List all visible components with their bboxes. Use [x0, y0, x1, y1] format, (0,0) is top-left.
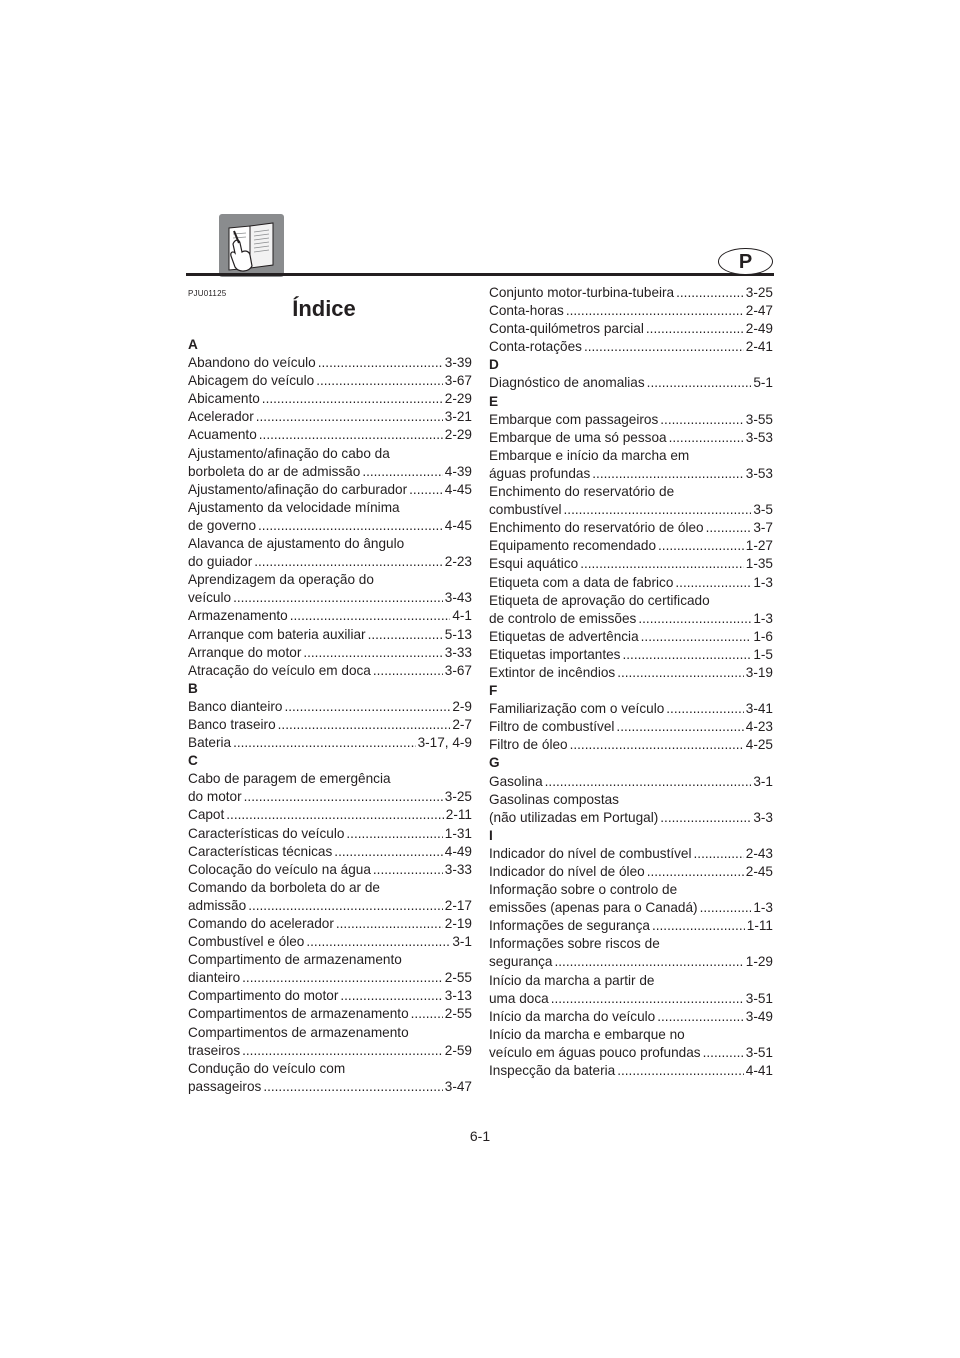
index-entry-text: Banco dianteiro: [188, 698, 283, 714]
index-entry-page: 3-53: [745, 465, 773, 481]
index-entry-text: Início da marcha e embarque no: [489, 1026, 685, 1042]
dot-leader: [254, 553, 443, 571]
dot-leader: [675, 574, 751, 592]
dot-leader: [242, 969, 443, 987]
index-entry-page: 3-17, 4-9: [417, 735, 472, 751]
index-entry-text: Conjunto motor-turbina-tubeira: [489, 285, 675, 300]
index-letter: E: [489, 393, 499, 409]
index-entry: [489, 338, 773, 356]
index-entry: [489, 863, 773, 881]
index-entry: [188, 770, 472, 806]
dot-leader: [638, 610, 751, 628]
index-entry-page: 3-67: [444, 373, 472, 389]
index-entry-page: 4-49: [444, 843, 472, 859]
index-entry: [489, 845, 773, 863]
index-entry-text: do guiador: [188, 554, 253, 570]
dot-leader: [306, 933, 450, 951]
index-entry-page: 3-51: [745, 990, 773, 1006]
index-entry-text: Atracação do veículo em doca: [188, 662, 371, 678]
index-entry-text: dianteiro: [188, 970, 241, 986]
dot-leader: [362, 463, 442, 481]
index-entry-text: Compartimentos de armazenamento: [188, 1006, 409, 1022]
index-letter: I: [489, 827, 493, 843]
index-entry-text: Conta-horas: [489, 303, 564, 319]
dot-leader: [652, 917, 745, 935]
index-entry: [188, 861, 472, 879]
dot-leader: [617, 664, 744, 682]
dot-leader: [580, 555, 744, 573]
index-entry-page: 3-67: [444, 662, 472, 678]
index-entry-text: passageiros: [188, 1078, 262, 1094]
index-entry-page: 1-35: [745, 556, 773, 572]
dot-leader: [242, 1042, 443, 1060]
dot-leader: [666, 700, 744, 718]
index-entry-page: 2-29: [444, 427, 472, 443]
index-entry: [188, 390, 472, 408]
index-entry-page: 2-29: [444, 391, 472, 407]
index-entry-page: 1-3: [753, 900, 773, 916]
index-entry-page: 1-3: [753, 574, 773, 590]
index-entry-text: Arranque com bateria auxiliar: [188, 626, 366, 642]
index-entry-text: Etiqueta de aprovação do certificado: [489, 592, 710, 608]
index-entry: [489, 773, 773, 791]
index-entry-page: 2-17: [444, 897, 472, 913]
dot-leader: [290, 607, 451, 625]
dot-leader: [669, 429, 744, 447]
index-entry-page: 5-13: [444, 626, 472, 642]
index-entry-page: 2-55: [444, 970, 472, 986]
dot-leader: [658, 537, 744, 555]
dot-leader: [411, 1005, 443, 1023]
index-entry: [489, 972, 773, 1008]
index-entry: [188, 481, 472, 499]
index-entry-text: Embarque e início da marcha em: [489, 447, 690, 463]
index-entry: [188, 1005, 472, 1023]
dot-leader: [657, 1008, 744, 1026]
index-entry-text: Ajustamento da velocidade mínima: [188, 499, 400, 515]
index-entry-text: Condução do veículo com: [188, 1060, 346, 1076]
index-letter: F: [489, 683, 498, 699]
index-letter: D: [489, 357, 499, 373]
dot-leader: [641, 628, 752, 646]
index-entry-page: 1-3: [753, 610, 773, 626]
index-entry: [188, 626, 472, 644]
index-entry-text: Cabo de paragem de emergência: [188, 771, 391, 787]
index-entry-text: Combustível e óleo: [188, 934, 305, 950]
dot-leader: [700, 899, 752, 917]
index-entry: [489, 429, 773, 447]
index-entry: [188, 987, 472, 1005]
index-entry: [188, 354, 472, 372]
index-entry-page: 3-51: [745, 1044, 773, 1060]
dot-leader: [259, 426, 443, 444]
dot-leader: [316, 372, 443, 390]
index-letter: B: [188, 680, 198, 696]
index-entry-page: 4-25: [745, 737, 773, 753]
index-entry-text: Indicador do nível de combustível: [489, 845, 692, 861]
index-entry-text: Banco traseiro: [188, 716, 276, 732]
index-entry-page: 4-23: [745, 719, 773, 735]
index-entry-text: Compartimentos de armazenamento: [188, 1024, 409, 1040]
dot-leader: [617, 1062, 744, 1080]
index-entry-text: Equipamento recomendado: [489, 538, 657, 554]
index-entry-text: Início da marcha a partir de: [489, 972, 655, 988]
dot-leader: [592, 465, 744, 483]
index-entry: [489, 664, 773, 682]
index-entry: [489, 718, 773, 736]
index-entry-page: 3-43: [444, 590, 472, 606]
index-entry-page: 3-5: [753, 502, 773, 518]
index-entry-page: 4-39: [444, 463, 472, 479]
index-entry-page: 2-47: [745, 303, 773, 319]
index-entry: [188, 716, 472, 734]
index-entry-text: Informações sobre riscos de: [489, 936, 660, 952]
dot-leader: [647, 863, 744, 881]
dot-leader: [409, 481, 443, 499]
dot-leader: [564, 501, 752, 519]
index-entry-text: Informações de segurança: [489, 918, 650, 934]
index-entry-text: veículo: [188, 590, 232, 606]
dot-leader: [258, 517, 443, 535]
index-entry-page: 2-45: [745, 864, 773, 879]
index-entry-text: borboleta do ar de admissão: [188, 463, 361, 479]
index-entry-text: Início da marcha do veículo: [489, 1008, 656, 1024]
index-entry-text: Alavanca de ajustamento do ângulo: [188, 536, 405, 552]
dot-leader: [340, 987, 442, 1005]
dot-leader: [660, 809, 751, 827]
index-entry-page: 3-1: [753, 773, 773, 789]
index-column-left: [188, 336, 472, 1096]
index-entry-page: 2-19: [444, 916, 472, 931]
dot-leader: [263, 1078, 442, 1096]
index-entry-page: 2-7: [452, 716, 472, 732]
dot-leader: [676, 284, 744, 302]
dot-leader: [284, 698, 450, 716]
header-rule: [186, 273, 774, 276]
index-entry: [188, 806, 472, 824]
index-entry-page: 3-25: [745, 285, 773, 300]
index-entry-text: Colocação do veículo na água: [188, 861, 371, 877]
index-entry-text: Ajustamento/afinação do carburador: [188, 481, 408, 497]
index-entry-text: Etiqueta com a data de fabrico: [489, 574, 674, 590]
index-entry-text: Arranque do motor: [188, 644, 302, 660]
index-entry-page: 3-47: [444, 1078, 472, 1094]
index-entry-page: 4-45: [444, 481, 472, 497]
index-entry-text: Etiquetas importantes: [489, 646, 621, 662]
index-entry-page: 4-45: [444, 517, 472, 533]
dot-leader: [622, 646, 751, 664]
index-entry-page: 3-25: [444, 789, 472, 805]
dot-leader: [226, 806, 444, 824]
index-entry-text: segurança: [489, 954, 553, 970]
dot-leader: [368, 626, 443, 644]
index-entry-text: Indicador do nível de óleo: [489, 864, 645, 879]
index-entry-text: Acelerador: [188, 409, 254, 425]
index-entry-page: 5-1: [753, 375, 773, 391]
page-number: 6-1: [469, 1128, 491, 1144]
index-entry-text: Embarque com passageiros: [489, 411, 659, 427]
index-entry-page: 3-33: [444, 644, 472, 660]
dot-leader: [256, 408, 443, 426]
index-entry: [489, 574, 773, 592]
index-entry: [489, 483, 773, 519]
index-entry-page: 3-53: [745, 429, 773, 445]
index-entry: [188, 1024, 472, 1060]
index-entry-text: Esqui aquático: [489, 556, 579, 572]
index-entry-page: 2-11: [445, 807, 472, 823]
manual-reading-icon: [219, 214, 284, 277]
index-entry: [188, 698, 472, 716]
index-entry-text: Extintor de incêndios: [489, 664, 616, 680]
index-entry-page: 3-49: [745, 1008, 773, 1024]
index-entry: [188, 426, 472, 444]
index-column-right: [489, 284, 773, 1080]
index-entry: [489, 917, 773, 935]
index-entry-text: Abicagem do veículo: [188, 373, 315, 389]
dot-leader: [334, 843, 442, 861]
index-entry: [188, 408, 472, 426]
index-entry: [188, 499, 472, 535]
dot-leader: [303, 644, 442, 662]
index-entry: [489, 537, 773, 555]
index-entry-page: 3-33: [444, 861, 472, 877]
index-entry-text: Filtro de combustível: [489, 719, 615, 735]
index-entry-page: 4-1: [452, 608, 472, 624]
index-entry: [188, 879, 472, 915]
index-entry-page: 2-59: [444, 1042, 472, 1058]
index-letter: C: [188, 753, 198, 769]
language-badge: P: [718, 248, 773, 275]
index-entry: [489, 628, 773, 646]
index-entry: [489, 555, 773, 573]
index-entry-text: Embarque de uma só pessoa: [489, 429, 667, 445]
index-entry-page: 3-41: [745, 701, 773, 717]
index-entry: [188, 1060, 472, 1096]
dot-leader: [660, 411, 744, 429]
index-entry-page: 3-1: [452, 934, 472, 950]
index-entry-text: Características do veículo: [188, 825, 345, 841]
index-entry-page: 2-49: [745, 321, 773, 337]
index-entry-text: de controlo de emissões: [489, 610, 637, 626]
index-entry-page: 3-55: [745, 411, 773, 427]
index-entry-text: Gasolina: [489, 773, 543, 789]
index-entry-text: (não utilizadas em Portugal): [489, 809, 659, 825]
index-entry-text: Comando do acelerador: [188, 916, 334, 931]
index-entry-page: 3-21: [444, 409, 472, 425]
index-entry-page: 3-13: [444, 988, 472, 1004]
index-entry-text: Comando da borboleta do ar de: [188, 879, 380, 895]
dot-leader: [694, 845, 744, 863]
index-entry: [489, 519, 773, 537]
index-entry-text: Capot: [188, 807, 225, 823]
index-entry-page: 1-29: [745, 954, 773, 970]
index-entry-text: uma doca: [489, 990, 549, 1006]
index-entry: [188, 571, 472, 607]
index-entry-text: Bateria: [188, 735, 232, 751]
index-entry: [489, 791, 773, 827]
index-entry: [188, 662, 472, 680]
dot-leader: [244, 788, 443, 806]
index-entry-text: Enchimento do reservatório de: [489, 484, 675, 500]
index-entry: [489, 592, 773, 628]
index-entry-text: Acuamento: [188, 427, 257, 443]
dot-leader: [703, 1044, 744, 1062]
index-entry-page: 3-39: [444, 355, 472, 371]
dot-leader: [706, 519, 752, 537]
dot-leader: [336, 915, 443, 933]
index-entry: [188, 535, 472, 571]
dot-leader: [233, 589, 443, 607]
dot-leader: [233, 734, 416, 752]
index-entry-text: Familiarização com o veículo: [489, 701, 665, 717]
page-title: Índice: [292, 296, 356, 321]
index-entry: [489, 320, 773, 338]
index-entry: [489, 1026, 773, 1062]
dot-leader: [278, 716, 451, 734]
index-entry: [489, 302, 773, 320]
index-entry-text: águas profundas: [489, 465, 591, 481]
dot-leader: [584, 338, 744, 356]
index-entry-page: 3-3: [753, 809, 773, 825]
index-entry-text: Aprendizagem da operação do: [188, 572, 374, 588]
index-entry-text: Características técnicas: [188, 843, 333, 859]
index-entry-text: Diagnóstico de anomalias: [489, 375, 645, 391]
index-entry-text: Etiquetas de advertência: [489, 628, 639, 644]
index-entry-page: 1-5: [753, 646, 773, 662]
index-entry: [489, 1008, 773, 1026]
index-entry-page: 2-41: [745, 339, 773, 355]
index-entry: [188, 607, 472, 625]
index-entry-text: Enchimento do reservatório de óleo: [489, 520, 704, 536]
index-entry: [489, 646, 773, 664]
dot-leader: [262, 390, 443, 408]
index-entry-text: do motor: [188, 789, 242, 805]
index-entry-text: emissões (apenas para o Canadá): [489, 900, 698, 916]
dot-leader: [570, 736, 744, 754]
dot-leader: [554, 953, 743, 971]
index-entry: [188, 951, 472, 987]
index-entry: [489, 736, 773, 754]
index-entry-page: 1-11: [746, 918, 773, 934]
index-entry-page: 3-19: [745, 664, 773, 680]
index-entry-page: 1-27: [745, 538, 773, 554]
index-letter: G: [489, 755, 500, 771]
index-entry-text: veículo em águas pouco profundas: [489, 1044, 701, 1060]
index-entry-text: de governo: [188, 517, 257, 533]
index-entry-page: 2-43: [745, 845, 773, 861]
index-entry: [489, 700, 773, 718]
index-entry: [188, 933, 472, 951]
index-entry-page: 1-6: [753, 628, 773, 644]
index-entry: [489, 881, 773, 917]
dot-leader: [551, 990, 744, 1008]
dot-leader: [566, 302, 744, 320]
index-entry-text: Armazenamento: [188, 608, 288, 624]
index-entry-page: 2-9: [452, 698, 472, 714]
index-entry: [489, 374, 773, 392]
index-entry-text: Conta-quilómetros parcial: [489, 321, 644, 337]
index-entry-text: traseiros: [188, 1042, 241, 1058]
index-entry-text: admissão: [188, 897, 247, 913]
index-entry: [188, 843, 472, 861]
dot-leader: [248, 897, 443, 915]
dot-leader: [616, 718, 743, 736]
index-entry: [489, 935, 773, 971]
index-entry-text: Abicamento: [188, 391, 260, 407]
index-entry-text: Ajustamento/afinação do cabo da: [188, 445, 390, 461]
dot-leader: [647, 374, 752, 392]
index-entry-page: 4-41: [745, 1063, 773, 1079]
index-entry-text: Compartimento de armazenamento: [188, 952, 402, 968]
dot-leader: [646, 320, 744, 338]
document-code: PJU01125: [188, 289, 227, 298]
index-entry: [188, 825, 472, 843]
index-entry: [188, 372, 472, 390]
index-entry-page: 1-31: [444, 825, 472, 841]
dot-leader: [373, 662, 443, 680]
index-entry-text: Informação sobre o controlo de: [489, 882, 678, 898]
index-entry-page: 2-23: [444, 554, 472, 570]
index-entry: [188, 644, 472, 662]
index-entry: [188, 915, 472, 933]
index-entry: [489, 411, 773, 429]
index-letter: A: [188, 337, 198, 352]
index-entry-page: 2-55: [444, 1006, 472, 1022]
dot-leader: [373, 861, 443, 879]
index-entry-text: Abandono do veículo: [188, 355, 316, 371]
index-entry-text: Inspecção da bateria: [489, 1063, 616, 1079]
index-entry-text: combustível: [489, 502, 562, 518]
index-entry: [489, 1062, 773, 1080]
index-entry: [489, 284, 773, 302]
index-entry-page: 3-7: [753, 520, 773, 536]
index-entry: [188, 734, 472, 752]
index-entry-text: Compartimento do motor: [188, 988, 339, 1004]
index-entry-text: Conta-rotações: [489, 339, 582, 355]
index-entry-text: Gasolinas compostas: [489, 791, 619, 807]
index-entry: [188, 445, 472, 481]
index-entry-text: Filtro de óleo: [489, 737, 568, 753]
dot-leader: [318, 354, 443, 372]
dot-leader: [346, 825, 442, 843]
dot-leader: [545, 773, 752, 791]
index-entry: [489, 447, 773, 483]
